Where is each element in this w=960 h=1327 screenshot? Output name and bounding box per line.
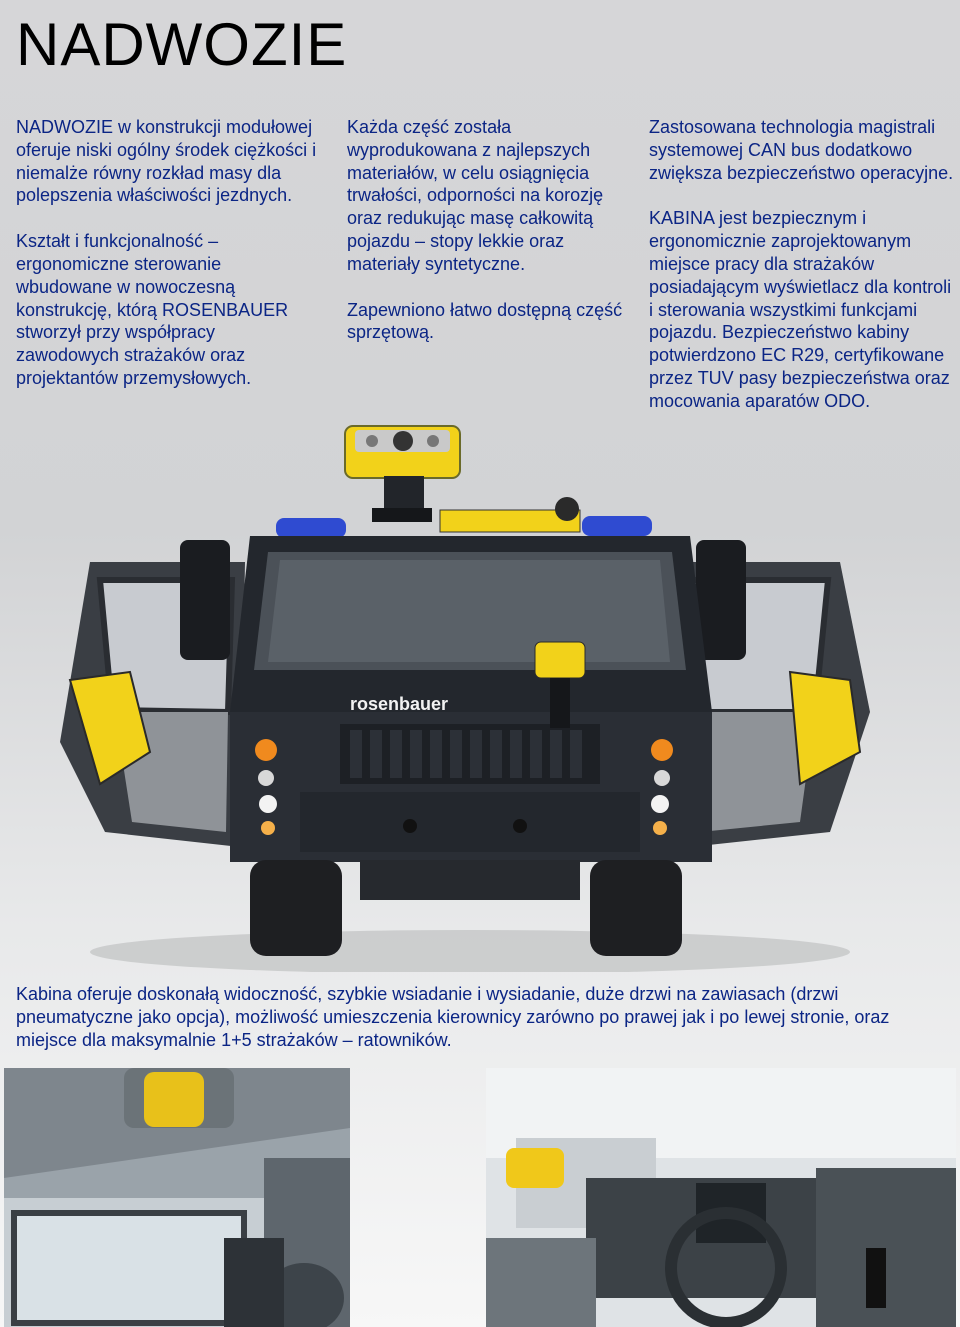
paragraph: Każda część została wyprodukowana z najlepszych materiałów, w celu osiągnięcia trwałości, odporności na korozję oraz redukując masę całkowitą pojazdu – stopy lekkie oraz materiały syntetyczne. [347, 117, 604, 274]
paragraph: Zastosowana technologia magistrali systemowej CAN bus dodatkowo zwiększa bezpieczeństwo operacyjne. [649, 117, 954, 183]
page-title: NADWOZIE [16, 11, 348, 78]
cabin-caption: Kabina oferuje doskonałą widoczność, szybkie wsiadanie i wysiadanie, duże drzwi na zawiasach (drzwi pneumatyczne jako opcja), możliwość umieszczenia kierownicy zarówno po prawej jak i po lewej stronie, oraz miejsce dla maksymalnie 1+5 strażaków – ratowników. [16, 984, 890, 1050]
paragraph: NADWOZIE w konstrukcji modułowej oferuje niski ogólny środek ciężkości i niemalże równy rozkład masy dla polepszenia właściwości jezdnych. [16, 117, 317, 206]
cab-body [230, 536, 712, 862]
rosenbauer-logo: rosenbauer [350, 694, 449, 714]
left-door [60, 540, 245, 847]
cabin-interior-photo-left [4, 1068, 350, 1327]
roof-turret [345, 426, 460, 522]
fire-truck-image [0, 412, 960, 972]
paragraph: Kształt i funkcjonalność – ergonomiczne sterowanie wbudowane w nowoczesną konstrukcję, którą ROSENBAUER stworzył przy współpracy zawodowych strażaków oraz projektantów przemysłowych. [16, 231, 289, 388]
paragraph: Zapewniono łatwo dostępną część sprzętową. [347, 299, 623, 343]
text-column-2 [347, 116, 627, 367]
text-column-3 [649, 116, 954, 436]
text-column-1 [16, 116, 321, 413]
paragraph: KABINA jest bezpiecznym i ergonomicznie zaprojektowanym miejsce pracy dla strażaków posiadającym wyświetlacz dla kontroli i sterowania wszystkimi funkcjami pojazdu. Bezpieczeństwo kabiny potwierdzono EC R29, certyfikowane przez TUV pasy bezpieczeństwa oraz mocowania aparatów ODO. [649, 208, 952, 411]
cabin-interior-photo-right [486, 1068, 956, 1327]
